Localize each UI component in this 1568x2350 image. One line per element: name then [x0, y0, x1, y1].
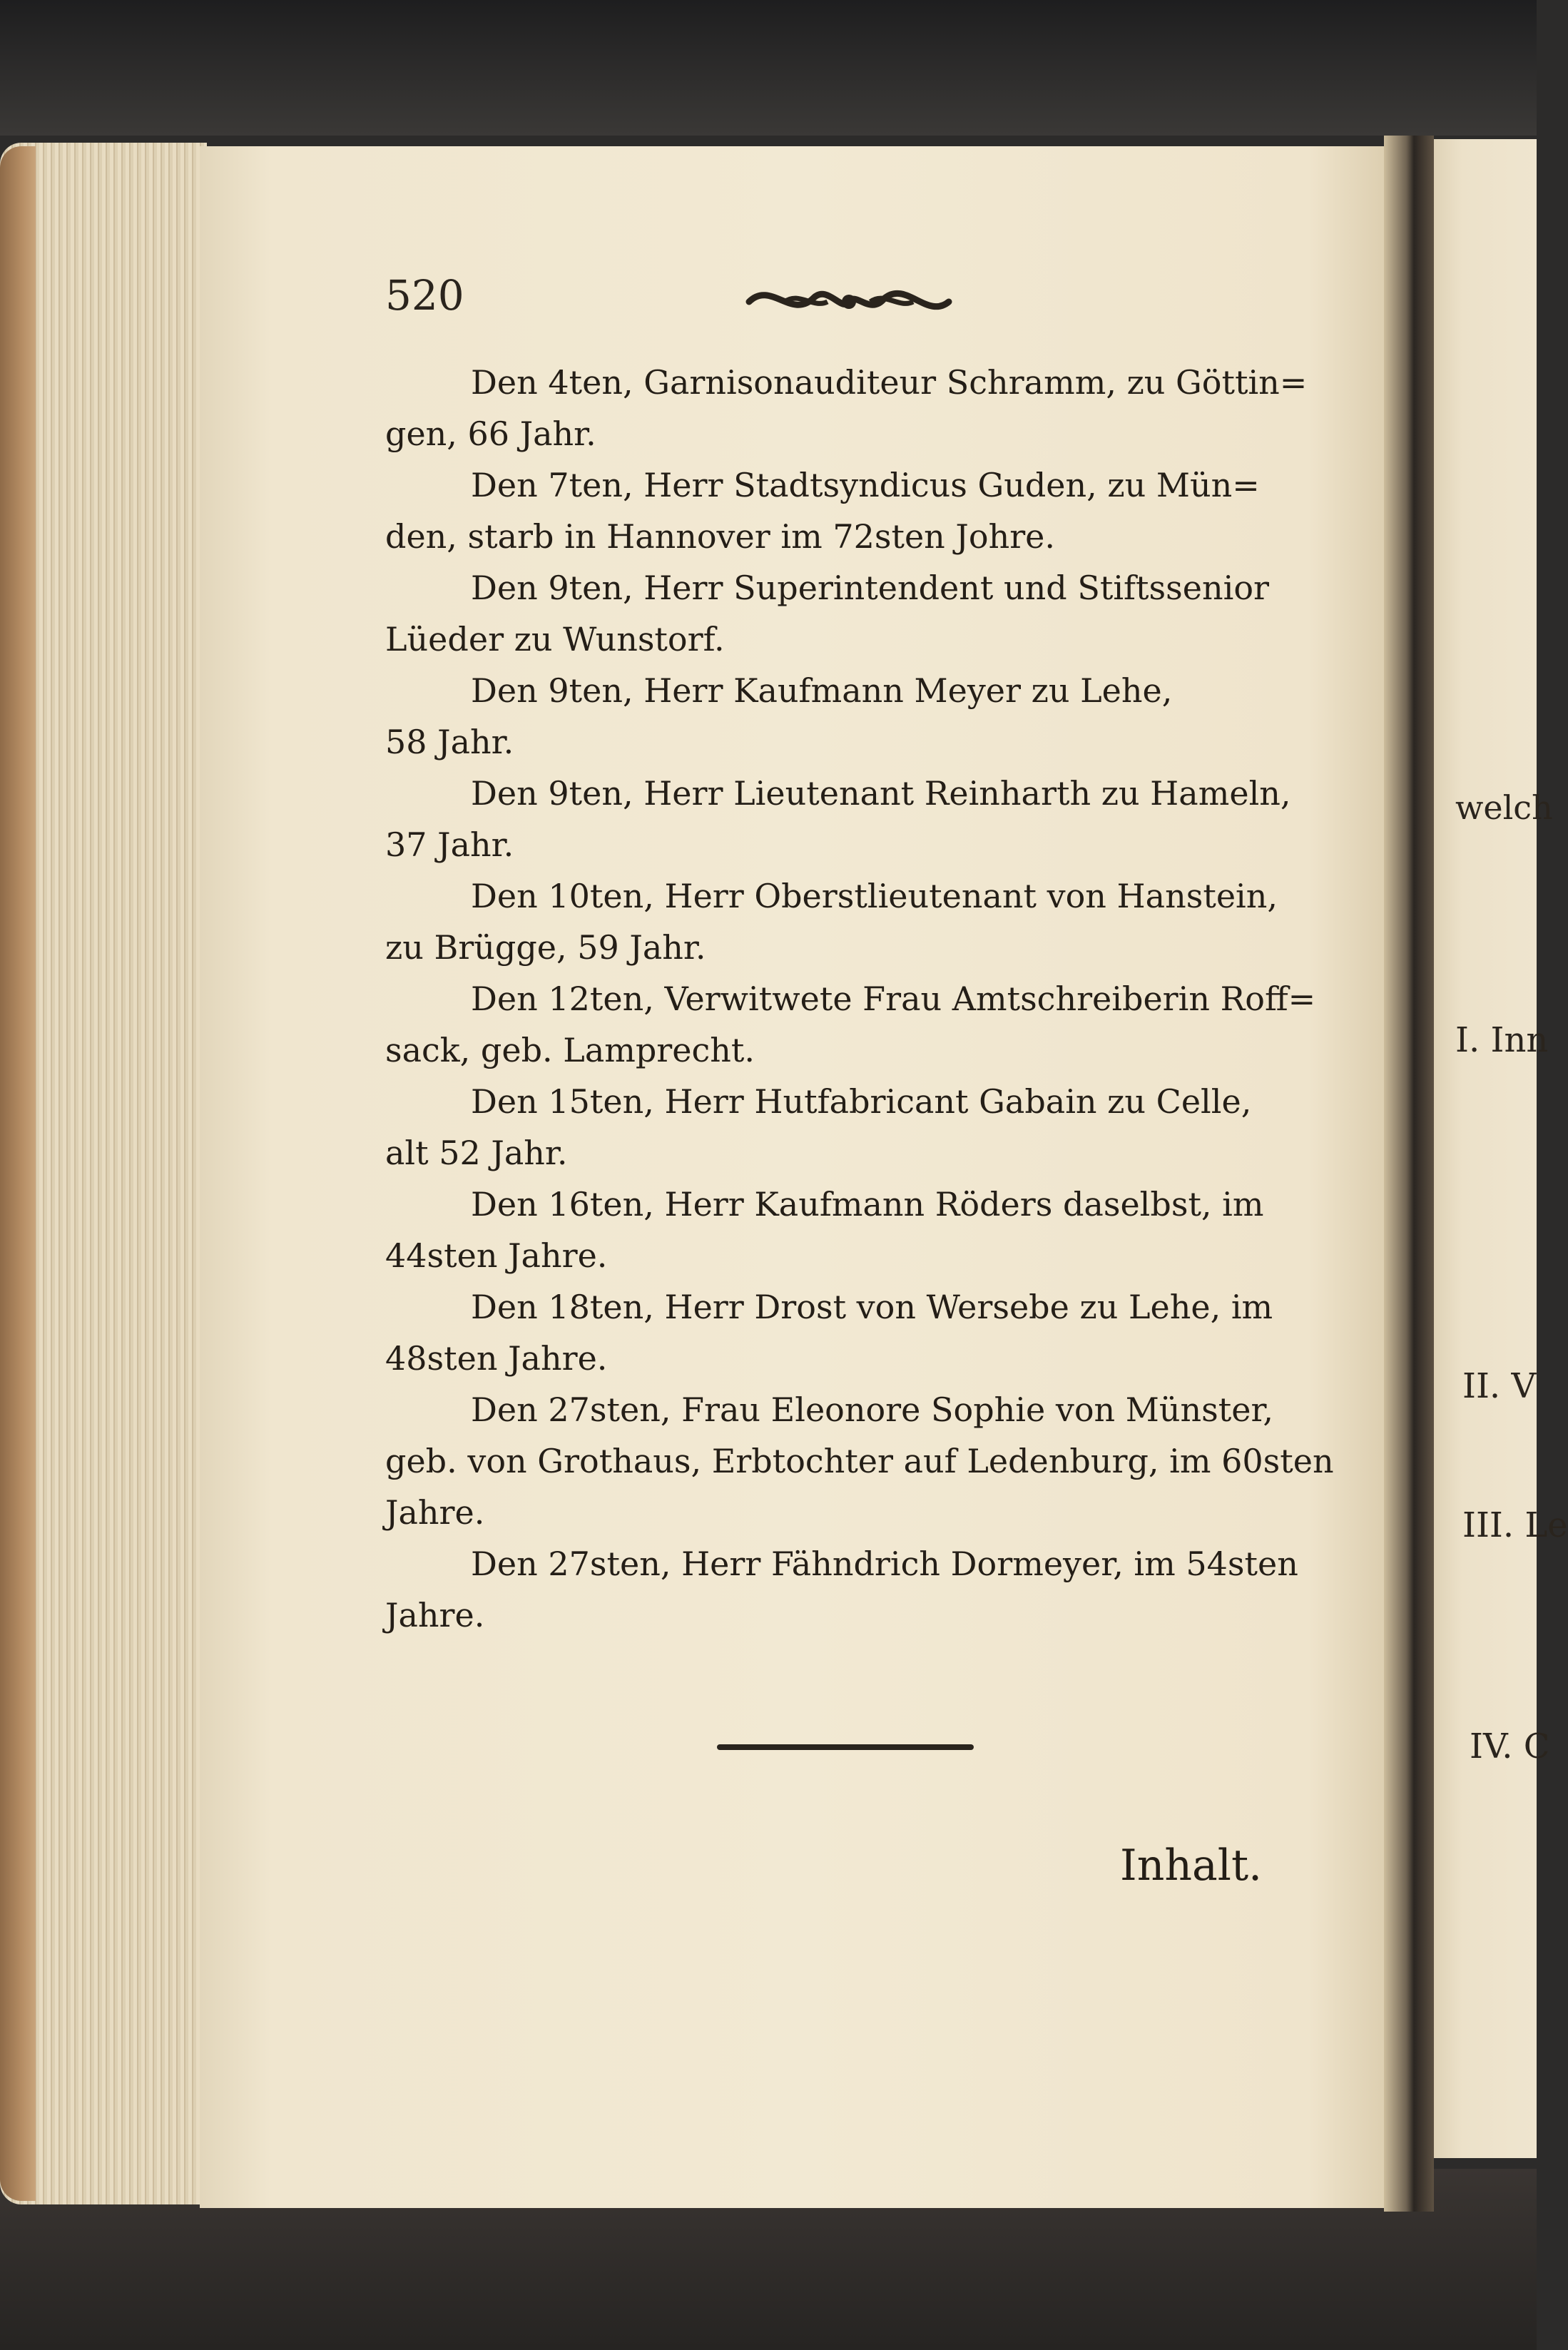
- entry-line: Den 9ten, Herr Kaufmann Meyer zu Lehe,: [471, 671, 1173, 710]
- entry-line: Den 15ten, Herr Hutfabricant Gabain zu Celle,: [471, 1082, 1252, 1121]
- list-item: [385, 1281, 1277, 1384]
- entry-line: sack, geb. Lamprecht.: [385, 1031, 755, 1069]
- entry-line: Den 9ten, Herr Superintendent und Stiftssenior: [471, 569, 1270, 607]
- entry-line: geb. von Grothaus, Erbtochter auf Ledenburg, im 60sten: [385, 1442, 1334, 1480]
- background-top: [0, 0, 1537, 136]
- entry-line: 58 Jahr.: [385, 723, 514, 761]
- list-item: [385, 562, 1277, 665]
- section-divider: [717, 1744, 974, 1750]
- list-item: [385, 665, 1277, 768]
- right-page-fragment: III. Le: [1462, 1505, 1568, 1545]
- entry-line: alt 52 Jahr.: [385, 1134, 568, 1172]
- list-item: [385, 1384, 1334, 1538]
- list-item: [385, 870, 1277, 973]
- catchword: Inhalt.: [1120, 1841, 1263, 1891]
- list-item: [385, 768, 1291, 870]
- entry-line: den, starb in Hannover im 72sten Johre.: [385, 517, 1056, 556]
- entry-line: zu Brügge, 59 Jahr.: [385, 928, 706, 967]
- list-item: [385, 357, 1308, 459]
- entry-line: Lüeder zu Wunstorf.: [385, 620, 725, 658]
- entry-line: 48sten Jahre.: [385, 1339, 608, 1378]
- entry-line: Den 27sten, Frau Eleonore Sophie von Münster,: [471, 1390, 1274, 1429]
- page-header: [385, 271, 1277, 342]
- right-page-fragment: IV. C: [1470, 1726, 1550, 1766]
- right-page-fragment: I. Inn: [1455, 1020, 1549, 1060]
- list-item: [385, 459, 1277, 562]
- entry-line: Den 27sten, Herr Fähndrich Dormeyer, im 54sten: [471, 1545, 1298, 1583]
- book-gutter: [1384, 136, 1434, 2212]
- list-item: [385, 973, 1316, 1076]
- entry-line: Den 10ten, Herr Oberstlieutenant von Hanstein,: [471, 877, 1278, 915]
- list-item: [385, 1179, 1277, 1281]
- entry-line: Jahre.: [385, 1596, 485, 1634]
- ornament-icon: [742, 277, 956, 327]
- entry-line: 44sten Jahre.: [385, 1236, 608, 1275]
- entry-line: Den 4ten, Garnisonauditeur Schramm, zu Göttin=: [471, 363, 1308, 402]
- entry-line: 37 Jahr.: [385, 825, 514, 864]
- page-number: 520: [385, 271, 464, 320]
- right-page-fragment: II. V: [1462, 1366, 1537, 1406]
- entry-line: Den 16ten, Herr Kaufmann Röders daselbst, im: [471, 1185, 1264, 1224]
- obituary-list: [385, 357, 1334, 1641]
- book-cover-edge: [0, 146, 36, 2201]
- entry-line: Jahre.: [385, 1493, 485, 1532]
- entry-line: Den 7ten, Herr Stadtsyndicus Guden, zu Mün=: [471, 466, 1260, 504]
- list-item: [385, 1538, 1298, 1641]
- entry-line: Den 18ten, Herr Drost von Wersebe zu Lehe, im: [471, 1288, 1273, 1326]
- entry-line: Den 12ten, Verwitwete Frau Amtschreiberin Roff=: [471, 980, 1316, 1018]
- entry-line: Den 9ten, Herr Lieutenant Reinharth zu Hameln,: [471, 774, 1291, 813]
- entry-line: gen, 66 Jahr.: [385, 414, 596, 453]
- right-page-fragment: welch: [1455, 788, 1553, 827]
- list-item: [385, 1076, 1277, 1179]
